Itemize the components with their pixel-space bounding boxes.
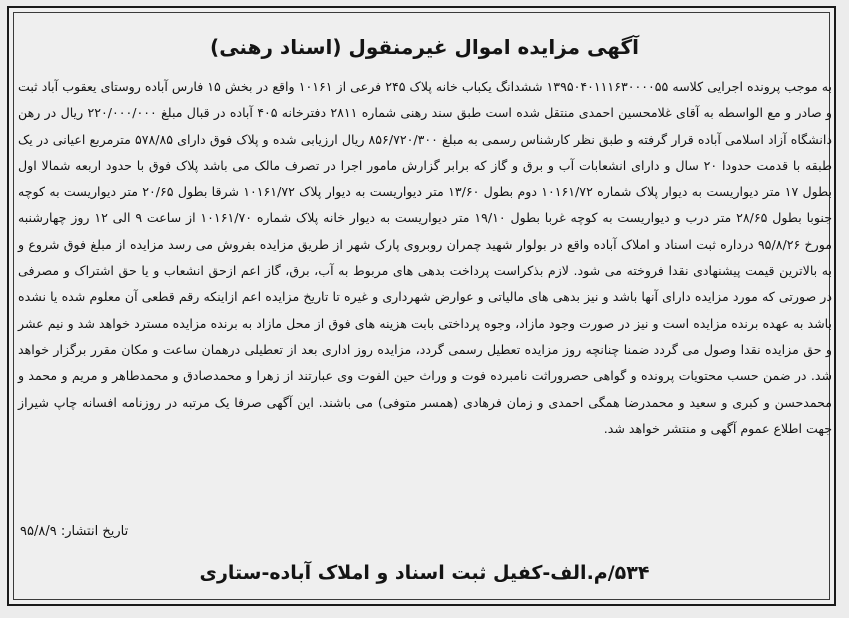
notice-title: آگهی مزایده اموال غیرمنقول (اسناد رهنی): [210, 35, 639, 59]
publish-date-label: تاریخ انتشار:: [60, 524, 129, 539]
publish-date-line: [20, 520, 128, 544]
notice-body: به موجب پرونده اجرایی کلاسه ۱۳۹۵۰۴۰۱۱۱۶۳۰۰۰۰۵۵ ششدانگ یکباب خانه پلاک ۲۴۵ فرعی از ۱۰۱۶۱ واقع در بخش ۱۵ فارس آباده روستای یعقوب آباد ثبت و صادر و مع الواسطه به آقای غلامحسین احمدی منتقل شده است طبق سند رهنی شماره ۲۸۱۱ دفترخانه ۴۰۵ آباده در قبال مبلغ ۲۲۰/۰۰۰/۰۰۰ ریال در رهن دانشگاه آزاد اسلامی آباده قرار گرفته و طبق نظر کارشناس رسمی به مبلغ ۸۵۶/۷۲۰/۳۰۰ ریال ارزیابی شده و پلاک فوق دارای ۵۷۸/۸۵ مترمربع اعیانی در یک طبقه با قدمت حدودا ۲۰ سال و دارای انشعابات آب و برق و گاز که برابر گزارش مامور اجرا در تصرف مالک می باشد پلاک فوق با حدود اربعه شمالا اول بطول ۱۷ متر دیواریست به دیوار پلاک شماره ۱۰۱۶۱/۷۲ دوم بطول ۱۳/۶۰ متر دیواریست به دیوار پلاک ۱۰۱۶۱/۷۲ شرقا بطول ۲۰/۶۵ متر دیواریست به کوچه جنوبا بطول ۲۸/۶۵ متر درب و دیواریست به کوچه غربا بطول ۱۹/۱۰ متر دیواریست به دیوار خانه پلاک شماره ۱۰۱۶۱/۷۰ از ساعت ۹ الی ۱۲ روز چهارشنبه مورخ ۹۵/۸/۲۶ درداره ثبت اسناد و املاک آباده واقع در بولوار شهید چمران روبروی پارک شهر از طریق مزایده بفروش می رسد مزایده از مبلغ فوق شروع و به بالاترین قیمت پیشنهادی نقدا فروخته می شود. لازم بذکراست پرداخت بدهی های مربوط به آب، برق، گاز اعم ازحق انشعاب و یا حق اشتراک و مصرفی در صورتی که مورد مزایده دارای آنها باشد و نیز بدهی های مالیاتی و عوارض شهرداری و غیره تا تاریخ مزایده اعم ازاینکه رقم قطعی آن معلوم شده یا نشده باشد به عهده برنده مزایده است و نیز در صورت وجود مازاد، وجوه پرداختی بابت هزینه های فوق از محل مازاد به برنده مزایده مسترد خواهد شد و نیم عشر و حق مزایده نقدا وصول می گردد ضمنا چنانچه روز مزایده تعطیل رسمی گردد، مزایده روز اداری بعد از تعطیلی درهمان ساعت و مکان مقرر برگزار خواهد شد. در ضمن حسب محتویات پرونده و گواهی حصروراثت نامبرده فوت و وراث حین الفوت وی عبارتند از زهرا و محمدصادق و محمدطاهر و مریم و محمد و محمدحسن و کبری و سعید و محمدرضا همگی احمدی و زمان فرهادی (همسر متوفی) می باشند. این آگهی صرفا یک مرتبه در روزنامه افسانه چاپ شیراز جهت اطلاع عموم آگهی و منتشر خواهد شد.: [18, 79, 833, 436]
notice-signature: ۵۳۴/م.الف-کفیل ثبت اسناد و املاک آباده-ستاری: [199, 562, 650, 584]
publish-date-value: ۹۵/۸/۹: [20, 524, 57, 539]
